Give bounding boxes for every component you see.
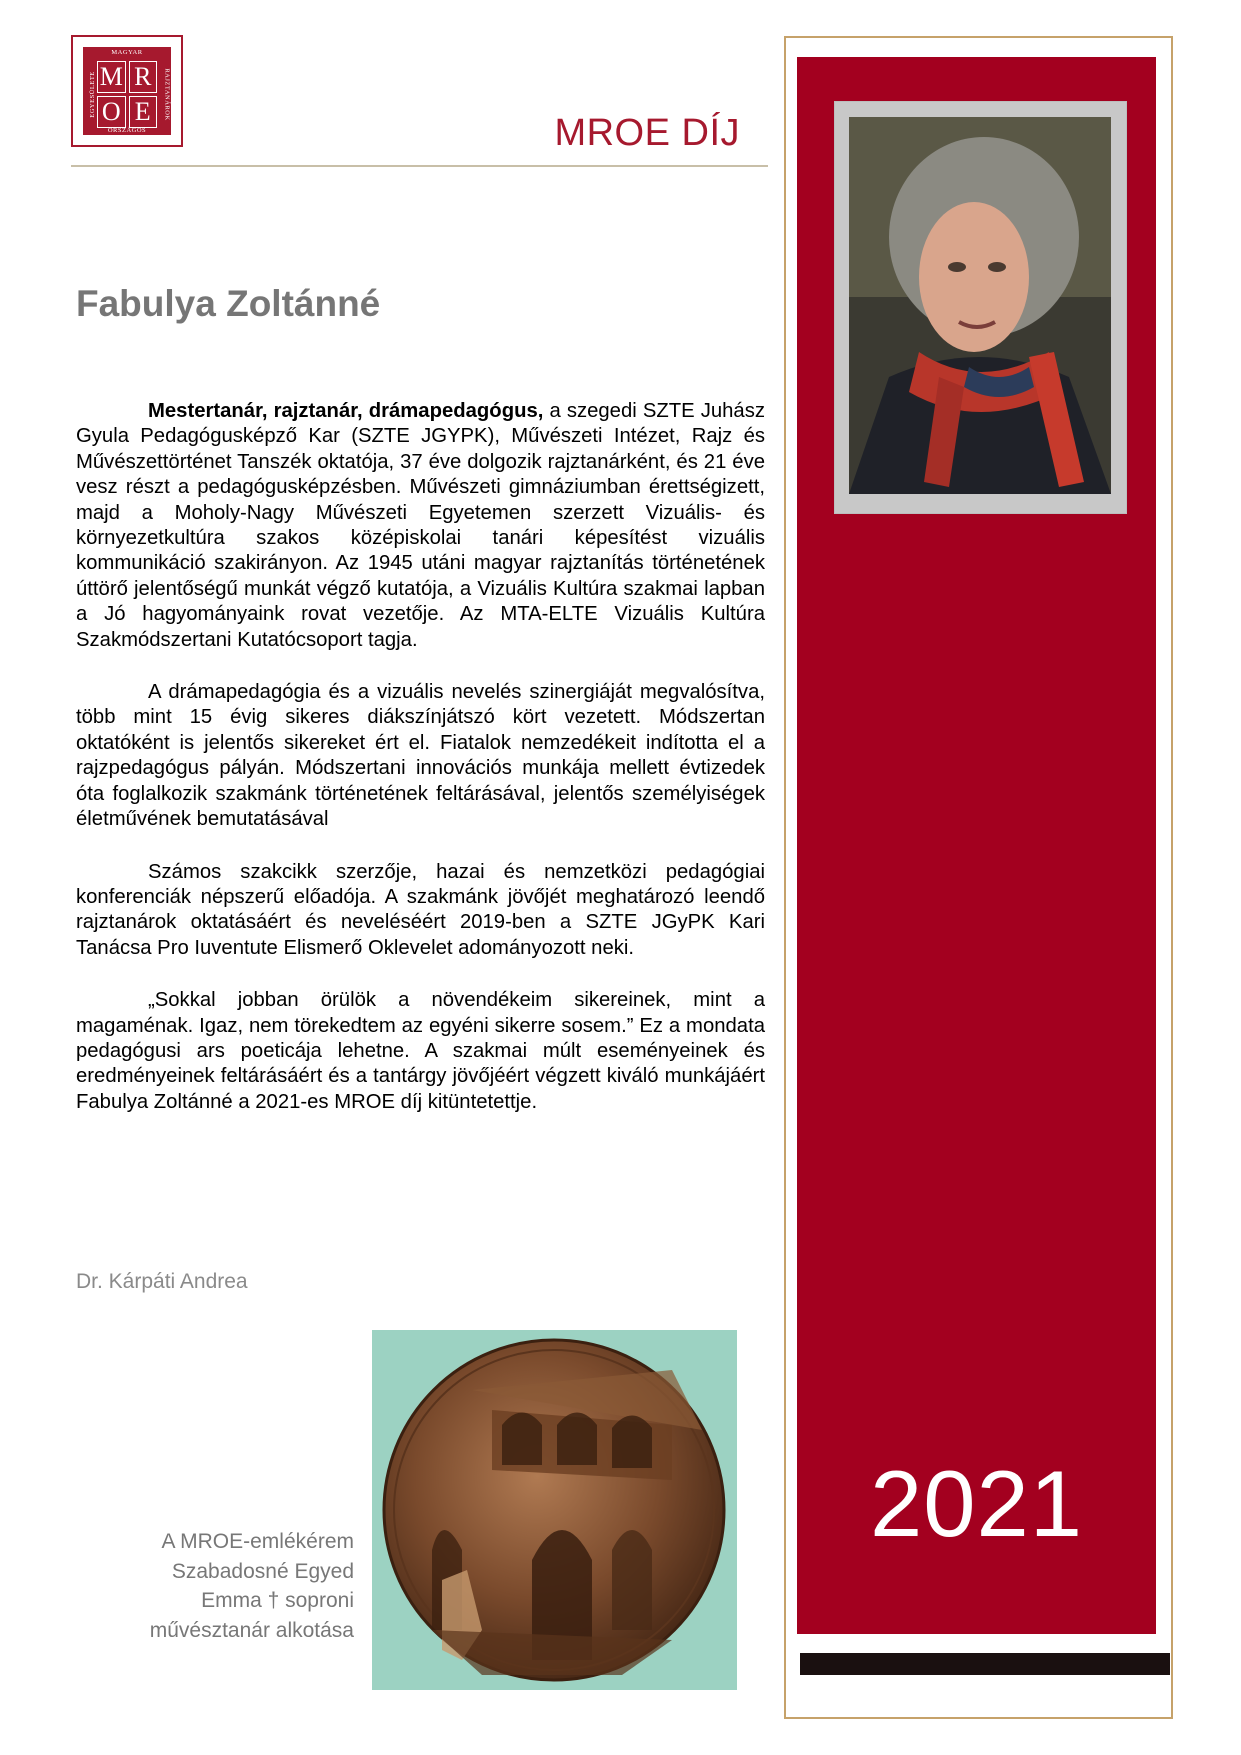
award-year: 2021 bbox=[869, 1451, 1084, 1556]
paragraph bbox=[76, 399, 765, 653]
logo-emblem bbox=[83, 47, 171, 135]
panel-bottom-bar bbox=[800, 1653, 1170, 1675]
caption-line: Emma † soproni bbox=[201, 1589, 354, 1612]
logo-letter: M bbox=[97, 61, 126, 93]
logo-bottom-text: ORSZÁGOS bbox=[107, 127, 147, 134]
paragraph-text: Számos szakcikk szerzője, hazai és nemzetközi pedagógiai konferenciák népszerű előadója. A szakmánk jövőjét meghatározó leendő rajztanárok oktatásáért és neveléséért 2019-ben a SZTE JGyPK Kari Tanácsa Pro Iuventute Elismerő Oklevelet adományozott neki. bbox=[76, 860, 765, 959]
paragraph bbox=[76, 860, 765, 962]
medal-image bbox=[372, 1330, 737, 1690]
paragraph-text: A drámapedagógia és a vizuális nevelés szinergiáját megvalósítva, több mint 15 évig sikeres diákszínjátszó kört vezetett. Módszertan oktatóként is jelentős sikereket ért el. Fiatalok nemzedékeit indította el a rajzpedagógus pályán. Módszertani innovációs munkája mellett évtizedek óta foglalkozik szakmánk történetének feltárásával, jelentős személyiségek életművének bemutatásával bbox=[76, 681, 765, 831]
honoree-name: Fabulya Zoltánné bbox=[76, 283, 381, 324]
article-body bbox=[76, 399, 765, 1115]
paragraph-lead: Mestertanár, rajztanár, drámapedagógus, bbox=[148, 400, 544, 422]
paragraph bbox=[76, 988, 765, 1115]
logo-letter: R bbox=[129, 61, 158, 93]
portrait-illustration bbox=[849, 117, 1111, 494]
medal-illustration bbox=[372, 1330, 737, 1690]
header-divider bbox=[71, 165, 768, 167]
medal-caption bbox=[92, 1527, 354, 1645]
author-signature: Dr. Kárpáti Andrea bbox=[76, 1270, 248, 1293]
mroe-logo bbox=[71, 35, 183, 147]
logo-letter: O bbox=[97, 96, 126, 128]
caption-line: A MROE-emlékérem bbox=[161, 1530, 354, 1553]
header-title: MROE DÍJ bbox=[554, 112, 740, 154]
paragraph-text: „Sokkal jobban örülök a növendékeim sikereinek, mint a magaménak. Igaz, nem törekedtem az egyéni sikerre sosem.” Ez a mondata pedagógusi ars poeticája lehetne. A szakmai múlt eseményeinek és eredményeinek feltárásáért és a tantárgy jövőjéért végzett kiváló munkájáért Fabulya Zoltánné a 2021-es MROE díj kitüntetettje. bbox=[76, 989, 765, 1113]
logo-top-text: MAGYAR bbox=[111, 49, 143, 56]
portrait-photo bbox=[849, 117, 1111, 494]
logo-left-text: EGYESÜLETE bbox=[88, 71, 96, 118]
logo-letter: E bbox=[129, 96, 158, 128]
caption-line: Szabadosné Egyed bbox=[171, 1559, 354, 1583]
caption-line: művésztanár alkotása bbox=[149, 1618, 354, 1642]
logo-right-text: RAJZTANÁROK bbox=[163, 68, 171, 121]
logo-letters bbox=[97, 61, 157, 126]
paragraph-text: a szegedi SZTE Juhász Gyula Pedagógusképző Kar (SZTE JGYPK), Művészeti Intézet, Rajz és Művészettörténet Tanszék oktatója, 37 éve dolgozik rajztanárként, és 21 éve vesz részt a pedagógusképzésben. Művészeti gimnáziumban érettségizett, majd a Moholy-Nagy Művészeti Egyetemen szerzett Vizuális- és környezetkultúra szakos középiskolai tanári képesítést vizuális kommunikáció szakirányon. Az 1945 utáni magyar rajztanítás történetének úttörő jelentőségű munkát végző kutatója, a Vizuális Kultúra szakmai lapban a Jó hagyományaink rovat vezetője. Az MTA-ELTE Vizuális Kultúra Szakmódszertani Kutatócsoport tagja. bbox=[76, 400, 765, 651]
paragraph bbox=[76, 680, 765, 832]
